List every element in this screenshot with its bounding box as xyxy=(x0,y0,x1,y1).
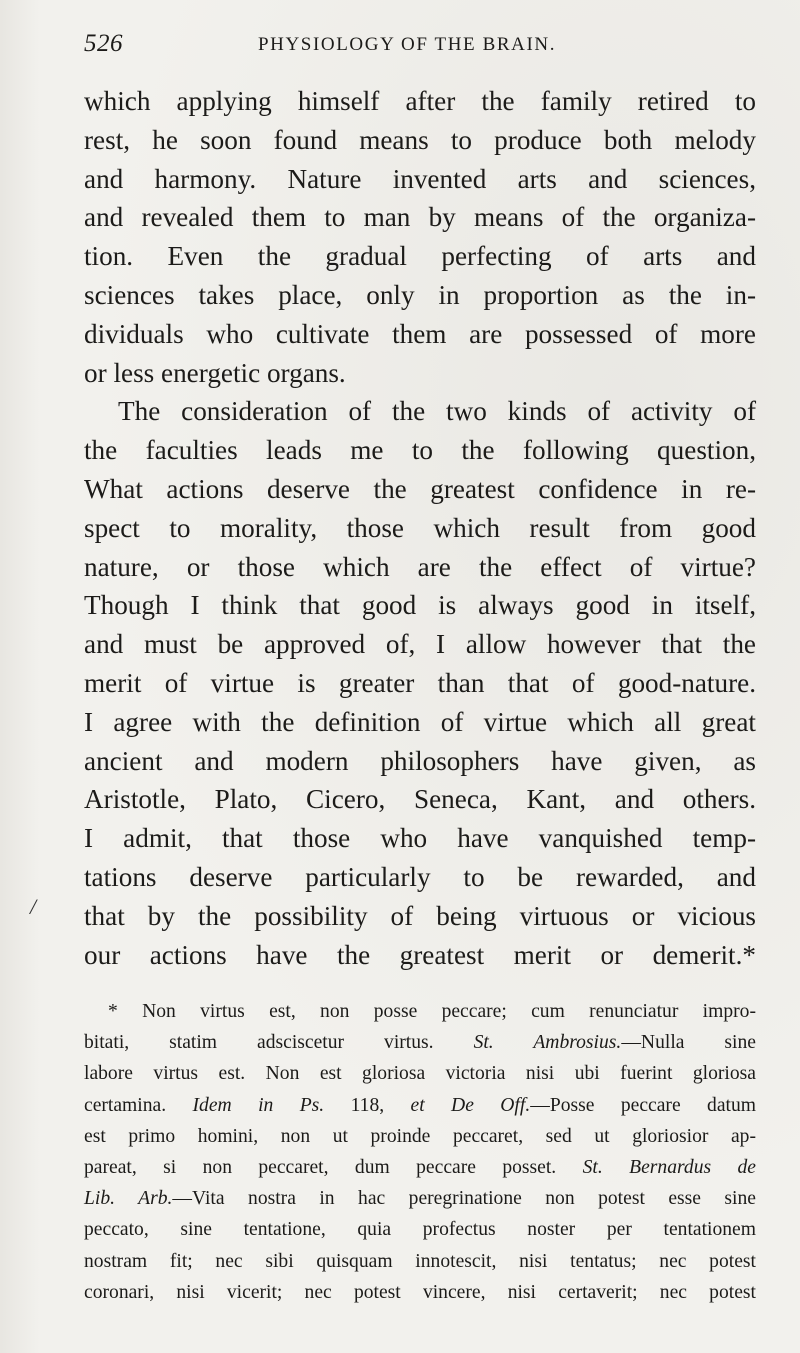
footnote-line xyxy=(84,1058,756,1089)
footnote-line xyxy=(84,1152,756,1183)
page-number: 526 xyxy=(84,30,123,57)
footnote-line xyxy=(84,1277,756,1308)
body-line: dividuals who cultivate them are possessed of more xyxy=(84,318,756,349)
footnote-line xyxy=(84,1246,756,1277)
running-head xyxy=(84,30,760,64)
footnote-text: —Nulla sine xyxy=(621,1032,756,1054)
body-line: tion. Even the gradual perfecting of arts and xyxy=(84,241,756,272)
body-line: I admit, that those who have vanquished temp- xyxy=(84,823,756,854)
footnote-text: —Vita nostra in hac peregrinatione non potest esse sine xyxy=(172,1188,756,1210)
body-line: Aristotle, Plato, Cicero, Seneca, Kant, and others. xyxy=(84,784,756,815)
footnote-citation: St. Bernardus de xyxy=(582,1156,756,1178)
body-line: rest, he soon found means to produce both melody xyxy=(84,124,756,155)
body-line: nature, or those which are the effect of virtue? xyxy=(84,551,756,582)
body-line: that by the possibility of being virtuous or vicious xyxy=(84,900,756,931)
footnote-text: est primo homini, non ut proinde peccaret, sed ut gloriosior ap- xyxy=(84,1125,756,1147)
footnote-text: certamina. xyxy=(84,1094,193,1116)
footnote-text: * Non virtus est, non posse peccare; cum renunciatur impro- xyxy=(108,1001,756,1022)
footnote-citation: St. Ambrosius. xyxy=(473,1032,622,1054)
footnote-text: pareat, si non peccaret, dum peccare posset. xyxy=(84,1156,583,1178)
footnote-text: coronari, nisi vicerit; nec potest vincere, nisi certaverit; nec potest xyxy=(84,1281,756,1303)
body-line: What actions deserve the greatest confidence in re- xyxy=(84,473,756,504)
footnote-text: 118, xyxy=(324,1094,411,1116)
footnote-line xyxy=(84,1090,756,1121)
body-line: which applying himself after the family retired to xyxy=(84,86,756,116)
body-line: I agree with the definition of virtue which all great xyxy=(84,706,756,737)
body-line: spect to morality, those which result from good xyxy=(84,512,756,543)
body-line: tations deserve particularly to be rewarded, and xyxy=(84,861,756,892)
body-line: the faculties leads me to the following question, xyxy=(84,435,756,466)
body-line: ancient and modern philosophers have given, as xyxy=(84,745,756,776)
footnote-text: peccato, sine tentatione, quia profectus noster per tentationem xyxy=(84,1219,756,1241)
footnote-line xyxy=(84,1121,756,1152)
footnote-line xyxy=(84,1027,756,1058)
margin-pencil-mark: / xyxy=(30,894,37,919)
footnote-text: labore virtus est. Non est gloriosa victoria nisi ubi fuerint gloriosa xyxy=(84,1063,756,1085)
body-line: sciences takes place, only in proportion as the in- xyxy=(84,279,756,310)
footnote-text: bitati, statim adsciscetur virtus. xyxy=(84,1032,474,1054)
footnote-line xyxy=(84,996,756,1027)
footnote-citation: Lib. Arb. xyxy=(84,1188,173,1210)
footnote-line xyxy=(84,1214,756,1245)
body-line: our actions have the greatest merit or demerit.* xyxy=(84,939,756,970)
body-line: or less energetic organs. xyxy=(84,357,346,388)
running-head-title: PHYSIOLOGY OF THE BRAIN. xyxy=(258,34,557,55)
footnote-text: —Posse peccare datum xyxy=(530,1094,756,1116)
body-line: and must be approved of, I allow however that the xyxy=(84,629,756,660)
footnote-text: nostram fit; nec sibi quisquam innotescit, nisi tentatus; nec potest xyxy=(84,1250,756,1272)
body-line: Though I think that good is always good in itself, xyxy=(84,590,756,621)
footnote-citation: Idem in Ps. xyxy=(192,1094,325,1116)
footnote-block xyxy=(84,996,756,1308)
body-line: and revealed them to man by means of the organiza- xyxy=(84,202,756,233)
body-text xyxy=(84,82,756,974)
body-line: and harmony. Nature invented arts and sciences, xyxy=(84,163,756,194)
paragraph-start-line: The consideration of the two kinds of activity of xyxy=(118,396,756,427)
footnote-citation: et De Off. xyxy=(410,1094,531,1116)
footnote-line xyxy=(84,1183,756,1214)
body-line: merit of virtue is greater than that of good-nature. xyxy=(84,667,756,698)
